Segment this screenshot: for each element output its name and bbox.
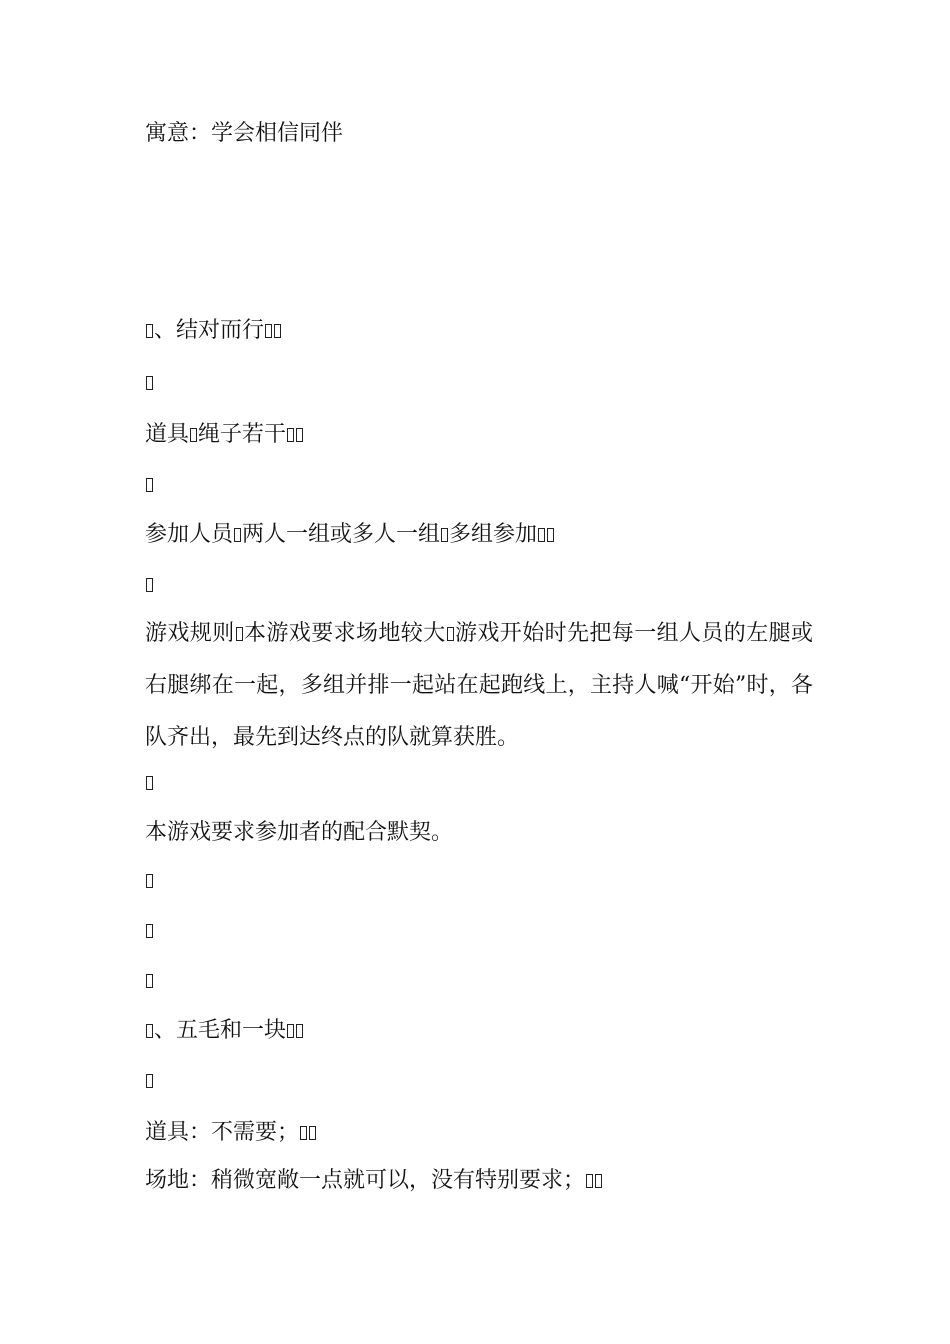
- missing-glyph-icon: [447, 627, 454, 641]
- blank-line: [145, 572, 815, 598]
- section1-heading: [145, 318, 815, 344]
- section2-heading: [145, 1018, 815, 1044]
- section1-rules-a: 本游戏要求场地较大: [243, 621, 446, 646]
- section2-venue-text: 场地：稍微宽敞一点就可以，没有特别要求；: [145, 1168, 586, 1193]
- meaning-text: 寓意：学会相信同伴: [145, 121, 344, 146]
- section1-participants-label: 参加人员: [145, 522, 234, 547]
- missing-glyph-icon: [265, 324, 272, 338]
- missing-glyph-icon: [146, 324, 153, 338]
- missing-glyph-icon: [538, 528, 545, 542]
- section1-rules-b: 游戏开始时先把每一组人员的左腿或右腿绑在一起，多组并排一起站在起跑线上，主持人喊“开始”时，各队齐出，最先到达终点的队就算获胜。: [145, 621, 813, 750]
- blank-line: [145, 968, 815, 994]
- missing-glyph-icon: [190, 428, 197, 442]
- missing-glyph-icon: [296, 428, 303, 442]
- section1-participants-line: [145, 522, 815, 548]
- blank-line: [145, 868, 815, 894]
- blank-line: [145, 770, 815, 796]
- meaning-line: [145, 121, 815, 147]
- section2-venue-line: [145, 1168, 815, 1194]
- missing-glyph-icon: [300, 1126, 307, 1140]
- missing-glyph-icon: [234, 528, 241, 542]
- missing-glyph-icon: [146, 776, 153, 790]
- section2-props-line: [145, 1120, 815, 1146]
- missing-glyph-icon: [146, 376, 153, 390]
- missing-glyph-icon: [146, 578, 153, 592]
- section1-participants-a: 两人一组或多人一组: [242, 522, 441, 547]
- section1-note-line: [145, 820, 815, 846]
- missing-glyph-icon: [441, 528, 448, 542]
- missing-glyph-icon: [296, 1024, 303, 1038]
- missing-glyph-icon: [287, 1024, 294, 1038]
- missing-glyph-icon: [146, 874, 153, 888]
- blank-line: [145, 1068, 815, 1094]
- section1-props-label: 道具: [145, 422, 190, 447]
- missing-glyph-icon: [287, 428, 294, 442]
- blank-line: [145, 918, 815, 944]
- missing-glyph-icon: [547, 528, 554, 542]
- missing-glyph-icon: [236, 627, 243, 641]
- section1-rules-label: 游戏规则: [145, 621, 235, 646]
- missing-glyph-icon: [146, 974, 153, 988]
- section1-props-line: [145, 422, 815, 448]
- missing-glyph-icon: [595, 1174, 602, 1188]
- missing-glyph-icon: [146, 478, 153, 492]
- missing-glyph-icon: [586, 1174, 593, 1188]
- missing-glyph-icon: [146, 1024, 153, 1038]
- section2-props-text: 道具：不需要；: [145, 1120, 300, 1145]
- section1-note-text: 本游戏要求参加者的配合默契。: [145, 820, 454, 845]
- section1-rules-paragraph: [145, 608, 813, 764]
- missing-glyph-icon: [146, 1074, 153, 1088]
- missing-glyph-icon: [274, 324, 281, 338]
- missing-glyph-icon: [146, 924, 153, 938]
- missing-glyph-icon: [309, 1126, 316, 1140]
- blank-line: [145, 370, 815, 396]
- blank-line: [145, 472, 815, 498]
- section1-participants-b: 多组参加: [449, 522, 538, 547]
- section1-props-value: 绳子若干: [198, 422, 287, 447]
- section1-heading-text: 、结对而行: [154, 318, 265, 343]
- section2-heading-text: 、五毛和一块: [154, 1018, 287, 1043]
